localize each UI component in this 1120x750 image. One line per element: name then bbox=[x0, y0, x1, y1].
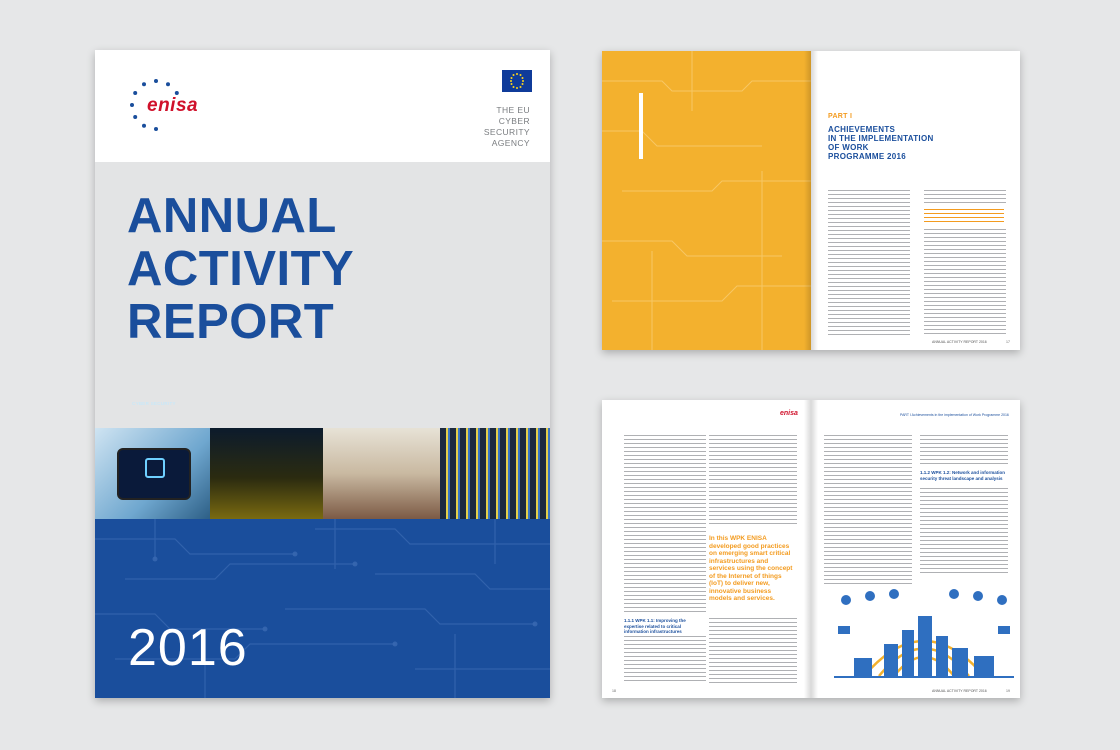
agency-line: THE EU bbox=[496, 105, 530, 115]
page-footer: ANNUAL ACTIVITY REPORT 2016 bbox=[932, 689, 987, 693]
smart-city-illustration bbox=[834, 586, 1014, 682]
cover-year: 2016 bbox=[128, 619, 248, 677]
phone-icon: CYBER SECURITY bbox=[117, 448, 191, 500]
title-line: ANNUAL bbox=[127, 189, 337, 243]
page-number: 18 bbox=[612, 689, 616, 693]
body-text-column bbox=[709, 435, 797, 527]
pull-quote: In this WPK ENISA developed good practices on emerging smart critical infrastructures and services using the concept of the Internet of things (IoT) to deliver new, innovative business models and services. bbox=[709, 535, 793, 602]
phone-photo bbox=[95, 401, 210, 519]
eu-flag-icon bbox=[502, 70, 532, 92]
body-text-column bbox=[624, 636, 706, 684]
logo-star bbox=[130, 103, 134, 107]
section-subheading: 1.1.2 WPK 1.2: Network and information security threat landscape and analysis bbox=[920, 470, 1006, 481]
body-text-column bbox=[824, 435, 912, 585]
body-text-column bbox=[920, 435, 1008, 465]
agency-name bbox=[450, 105, 530, 149]
cover-title bbox=[127, 190, 354, 349]
part-title: ACHIEVEMENTS IN THE IMPLEMENTATION OF WORK PROGRAMME 2016 bbox=[828, 125, 934, 161]
logo-star bbox=[133, 115, 137, 119]
conference-photo bbox=[323, 428, 440, 519]
circuit-pattern-icon bbox=[602, 51, 811, 350]
part-label: PART I bbox=[828, 113, 853, 120]
body-text-column bbox=[828, 190, 910, 336]
spread-part-one bbox=[602, 51, 1020, 350]
logo-star bbox=[142, 124, 146, 128]
stock-chart-photo bbox=[210, 428, 323, 519]
page-number: 19 bbox=[1006, 689, 1010, 693]
running-head: PART I Achievements in the implementation of Work Programme 2016 bbox=[900, 413, 1009, 417]
logo-star bbox=[133, 91, 137, 95]
section-subheading: 1.1.1 WPK 1.1: Improving the expertise related to critical information infrastructures bbox=[624, 618, 686, 634]
body-text-column bbox=[924, 190, 1006, 204]
body-text-column bbox=[624, 435, 706, 613]
title-line: ACTIVITY bbox=[127, 242, 355, 296]
section-divider-page bbox=[602, 51, 811, 350]
enisa-logo: enisa bbox=[147, 95, 199, 116]
enisa-logo: enisa bbox=[780, 410, 798, 417]
cover-photo-strip bbox=[95, 401, 550, 519]
body-text-column bbox=[924, 229, 1006, 336]
report-cover bbox=[95, 50, 550, 698]
orange-subheading bbox=[924, 209, 1004, 225]
logo-star bbox=[142, 82, 146, 86]
agency-line: SECURITY bbox=[483, 127, 530, 137]
network-cables-photo bbox=[440, 428, 550, 519]
logo-star bbox=[154, 127, 158, 131]
part-numeral bbox=[639, 93, 643, 159]
logo-star bbox=[166, 82, 170, 86]
agency-line: CYBER bbox=[498, 116, 530, 126]
page-footer: ANNUAL ACTIVITY REPORT 2016 bbox=[932, 340, 987, 344]
spread-wpk-pages bbox=[602, 400, 1020, 698]
agency-line: AGENCY bbox=[491, 138, 530, 148]
title-line: REPORT bbox=[127, 295, 335, 349]
body-text-column bbox=[709, 618, 797, 684]
page-number: 17 bbox=[1006, 340, 1010, 344]
logo-star bbox=[154, 79, 158, 83]
body-text-column bbox=[920, 488, 1008, 576]
